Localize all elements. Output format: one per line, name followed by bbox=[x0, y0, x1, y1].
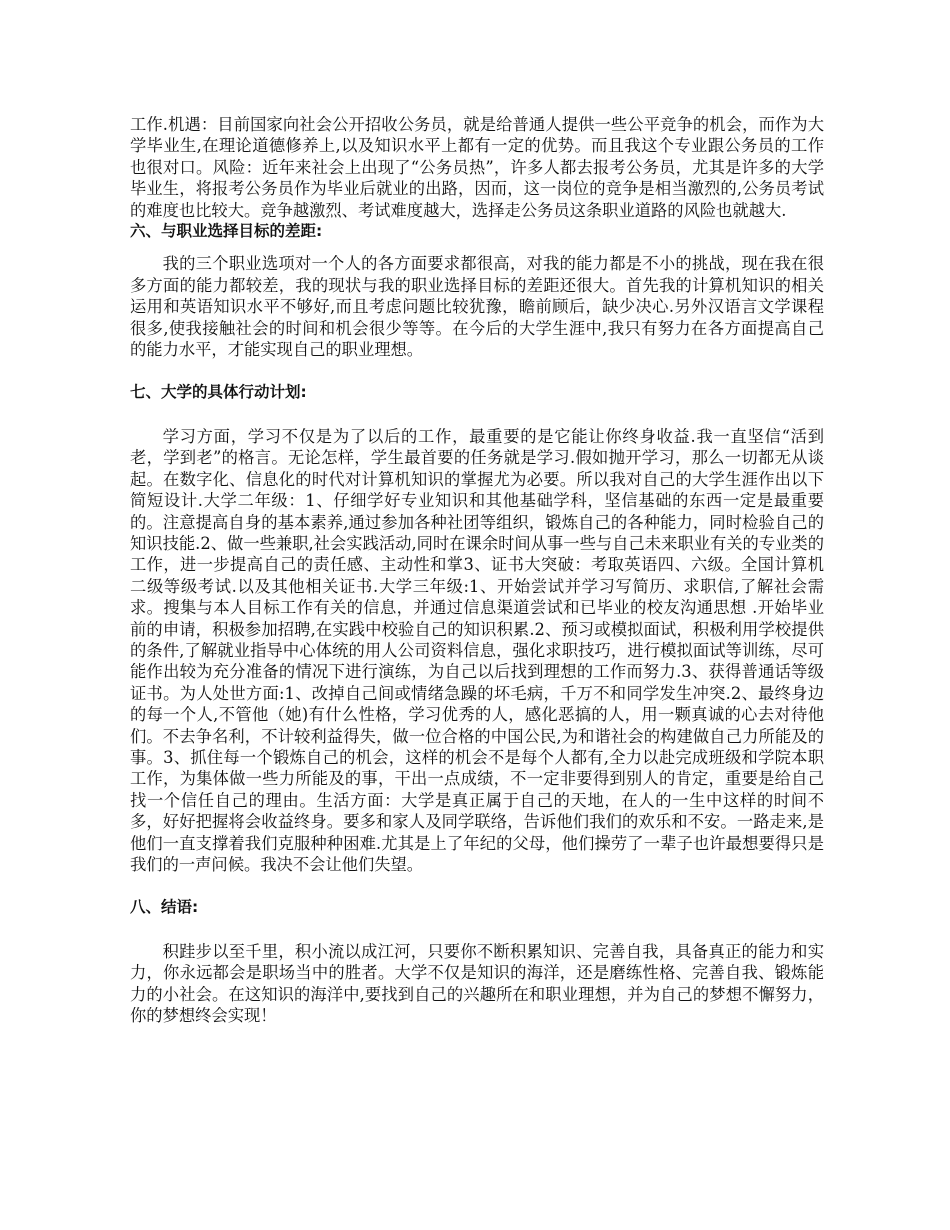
spacer bbox=[130, 875, 824, 897]
spacer bbox=[130, 360, 824, 382]
section-heading-8: 八、结语: bbox=[130, 898, 199, 917]
section-heading-6: 六、与职业选择目标的差距: bbox=[130, 222, 323, 241]
paragraph-action-plan: 学习方面，学习不仅是为了以后的工作，最重要的是它能让你终身收益.我一直坚信“活到老，学到老”的格言。无论怎样，学生最首要的任务就是学习.假如抛开学习，那么一切都无从谈起。在数字化、信息化的时代对计算机知识的掌握尤为必要。所以我对自己的大学生涯作出以下简短设计.大学二年级：1、仔细学好专业知识和其他基础学科，坚信基础的东西一定是最重要的。注意提高自身的基本素养,通过参加各种社团等组织，锻炼自己的各种能力，同时检验自己的知识技能.2、做一些兼职,社会实践活动,同时在课余时间从事一些与自己未来职业有关的专业类的工作，进一步提高自己的责任感、主动性和掌3、证书大突破：考取英语四、六级。全国计算机二级等级考试.以及其他相关证书.大学三年级:1、开始尝试并学习写简历、求职信,了解社会需求。搜集与本人目标工作有关的信息，并通过信息渠道尝试和已毕业的校友沟通思想 .开始毕业前的申请，积极参加招聘,在实践中校验自己的知识积累.2、预习或模拟面试，积极利用学校提供的条件,了解就业指导中心体统的用人公司资料信息，强化求职技巧，进行模拟面试等训练，尽可能作出较为充分准备的情况下进行演练，为自己以后找到理想的工作而努力.3、获得普通话等级证书。为人处世方面:1、改掉自己间或情绪急躁的坏毛病，千万不和同学发生冲突.2、最终身边的每一个人,不管他（她)有什么性格，学习优秀的人，感化恶搞的人，用一颗真诚的心去对待他们。不去争名利，不计较利益得失，做一位合格的中国公民,为和谐社会的构建做自己力所能及的事。3、抓住每一个锻炼自己的机会，这样的机会不是每个人都有,全力以赴完成班级和学院本职工作，为集体做一些力所能及的事，干出一点成绩，不一定非要得到别人的肯定，重要是给自己找一个信任自己的理由。生活方面：大学是真正属于自己的天地，在人的一生中这样的时间不多，好好把握将会收益终身。要多和家人及同学联络，告诉他们我们的欢乐和不安。一路走来,是他们一直支撑着我们克服种种困难.尤其是上了年纪的父母，他们操劳了一辈子也许最想要得只是我们的一声问候。我决不会让他们失望。 bbox=[130, 426, 824, 874]
paragraph-conclusion: 积跬步以至千里，积小流以成江河，只要你不断积累知识、完善自我，具备真正的能力和实力，你永远都会是职场当中的胜者。大学不仅是知识的海洋，还是磨练性格、完善自我、锻炼能力的小社会。在这知识的海洋中,要找到自己的兴趣所在和职业理想，并为自己的梦想不懈努力，你的梦想终会实现！ bbox=[130, 941, 824, 1026]
paragraph-gap-analysis: 我的三个职业选项对一个人的各方面要求都很高，对我的能力都是不小的挑战，现在我在很多方面的能力都较差，我的现状与我的职业选择目标的差距还很大。首先我的计算机知识的相关运用和英语知识水平不够好,而且考虑问题比较犹豫，瞻前顾后，缺少决心.另外汉语言文学课程很多,使我接触社会的时间和机会很少等等。在今后的大学生涯中,我只有努力在各方面提高自己的能力水平，才能实现自己的职业理想。 bbox=[130, 254, 824, 360]
section-heading-7: 七、大学的具体行动计划: bbox=[130, 383, 307, 402]
spacer bbox=[130, 242, 824, 253]
document-body bbox=[130, 114, 824, 1026]
paragraph-opportunity-risk: 工作.机遇：目前国家向社会公开招收公务员，就是给普通人提供一些公平竞争的机会，而作为大学毕业生,在理论道德修养上,以及知识水平上都有一定的优势。而且我这个专业跟公务员的工作也很对口。风险：近年来社会上出现了“公务员热”，许多人都去报考公务员，尤其是许多的大学毕业生，将报考公务员作为毕业后就业的出路，因而，这一岗位的竞争是相当激烈的,公务员考试的难度也比较大。竞争越激烈、考试难度越大，选择走公务员这条职业道路的风险也就越大. bbox=[130, 115, 824, 220]
spacer bbox=[130, 404, 824, 426]
spacer bbox=[130, 919, 824, 941]
